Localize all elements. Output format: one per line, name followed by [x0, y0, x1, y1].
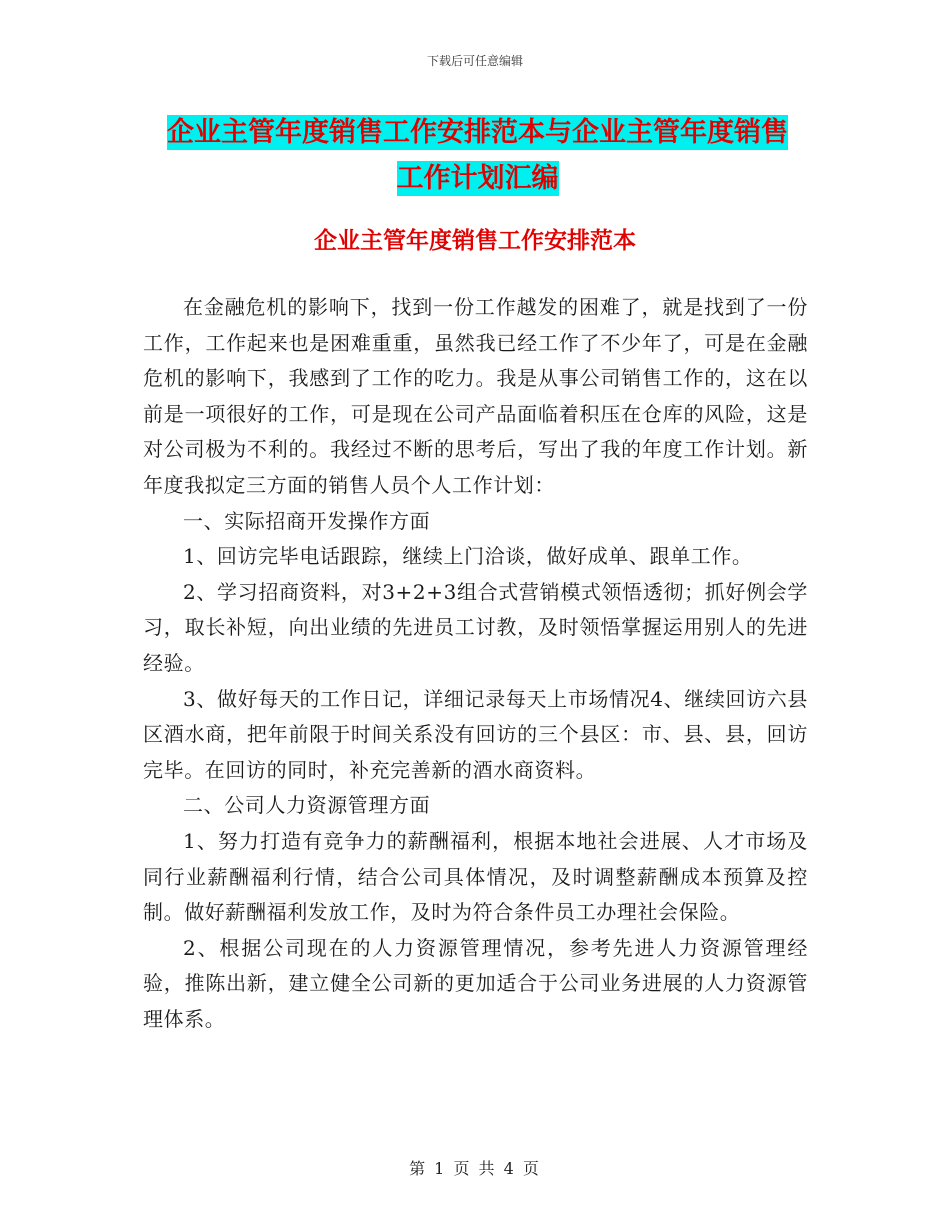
paragraph-item: 2、学习招商资料，对3+2+3组合式营销模式领悟透彻；抓好例会学习，取长补短，向出业绩的先进员工讨教，及时领悟掌握运用别人的先进经验。 [143, 579, 808, 675]
document-body [143, 290, 808, 1037]
title-line-2: 工作计划汇编 [396, 163, 559, 194]
heading-section-1: 一、实际招商开发操作方面 [183, 508, 431, 533]
paragraph-item: 1、努力打造有竞争力的薪酬福利，根据本地社会进展、人才市场及同行业薪酬福利行情，结合公司具体情况，及时调整薪酬成本预算及控制。做好薪酬福利发放工作，及时为符合条件员工办理社会保险。 [143, 828, 808, 925]
title-line-1: 企业主管年度销售工作安排范本与企业主管年度销售 [167, 117, 788, 148]
section-title: 企业主管年度销售工作安排范本 [314, 228, 636, 254]
page-number: 第 1 页 共 4 页 [409, 1159, 541, 1178]
heading-section-2: 二、公司人力资源管理方面 [183, 793, 431, 818]
header-note: 下载后可任意编辑 [426, 54, 523, 68]
paragraph-intro: 在金融危机的影响下，找到一份工作越发的困难了，就是找到了一份工作，工作起来也是困难重重，虽然我已经工作了不少年了，可是在金融危机的影响下，我感到了工作的吃力。我是从事公司销售工作的，这在以前是一项很好的工作，可是现在公司产品面临着积压在仓库的风险，这是对公司极为不利的。我经过不断的思考后，写出了我的年度工作计划。新年度我拟定三方面的销售人员个人工作计划： [143, 295, 808, 497]
paragraph-item: 3、做好每天的工作日记，详细记录每天上市场情况4、继续回访六县区酒水商，把年前限于时间关系没有回访的三个县区：市、县、县，回访完毕。在回访的同时，补充完善新的酒水商资料。 [143, 686, 808, 782]
paragraph-item: 1、回访完毕电话跟踪，继续上门洽谈，做好成单、跟单工作。 [183, 544, 753, 569]
document-title [145, 110, 810, 202]
paragraph-item: 2、根据公司现在的人力资源管理情况，参考先进人力资源管理经验，推陈出新，建立健全公司新的更加适合于公司业务进展的人力资源管理体系。 [143, 935, 808, 1031]
